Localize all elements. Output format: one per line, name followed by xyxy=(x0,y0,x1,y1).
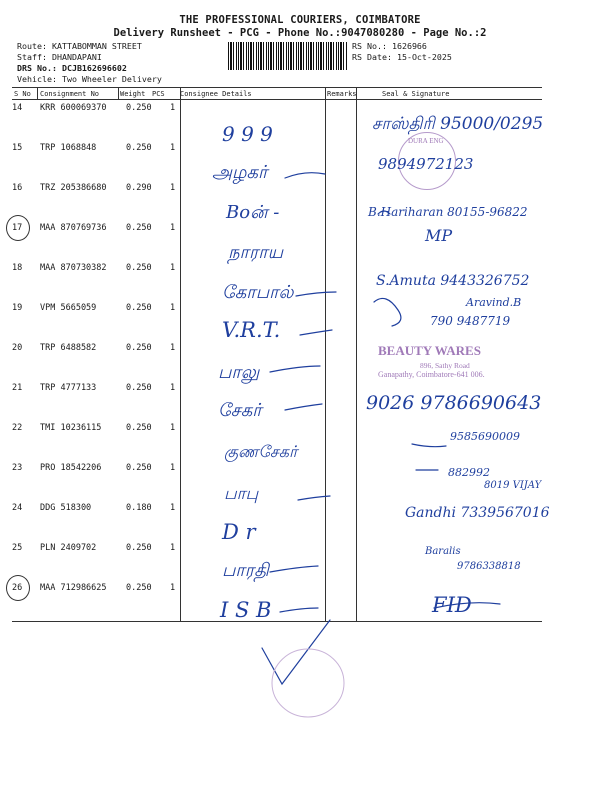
row-consignment: KRR 600069370 xyxy=(40,103,107,113)
pen-stroke xyxy=(280,608,318,612)
pen-stroke xyxy=(412,444,446,447)
pen-stroke xyxy=(270,366,320,372)
row-sno: 21 xyxy=(12,383,23,393)
pen-stroke xyxy=(298,496,330,500)
row-sno: 22 xyxy=(12,423,23,433)
row-sno: 24 xyxy=(12,503,23,513)
consignee-handwriting: கோபால் xyxy=(222,282,294,303)
row-sno: 16 xyxy=(12,183,23,193)
pen-stroke xyxy=(378,211,390,214)
signature-handwriting: சாஸ்திரி 95000/0295 xyxy=(372,114,544,134)
rs-number: RS No.: 1626966 xyxy=(352,41,427,51)
row-sno: 15 xyxy=(12,143,23,153)
row-pcs: 1 xyxy=(170,383,176,393)
consignee-handwriting: D r xyxy=(222,520,256,544)
pen-stroke xyxy=(434,603,500,608)
col-header-remarks: Remarks xyxy=(327,90,357,98)
row-weight: 0.180 xyxy=(126,503,152,513)
row-sno: 20 xyxy=(12,343,23,353)
row-weight: 0.250 xyxy=(126,383,152,393)
row-sno: 14 xyxy=(12,103,23,113)
row-sno: 26 xyxy=(12,583,23,593)
row-pcs: 1 xyxy=(170,583,176,593)
col-header-consignee: Consignee Details xyxy=(180,90,252,98)
row-consignment: VPM 5665059 xyxy=(40,303,97,313)
row-pcs: 1 xyxy=(170,143,176,153)
row-pcs: 1 xyxy=(170,223,176,233)
col-header-sno: S No xyxy=(14,90,31,98)
row-weight: 0.250 xyxy=(126,463,152,473)
rs-date: RS Date: 15-Oct-2025 xyxy=(352,52,452,62)
row-consignment: TRP 6488582 xyxy=(40,343,97,353)
col-header-weight: Weight xyxy=(120,90,146,98)
row-consignment: MAA 712986625 xyxy=(40,583,107,593)
row-consignment: TRP 1068848 xyxy=(40,143,97,153)
consignee-handwriting: 9 9 9 xyxy=(222,122,273,146)
row-sno: 25 xyxy=(12,543,23,553)
row-weight: 0.250 xyxy=(126,223,152,233)
row-sno: 18 xyxy=(12,263,23,273)
consignee-handwriting: I S B xyxy=(220,598,272,622)
consignee-handwriting: V.R.T. xyxy=(222,318,281,342)
pen-stroke xyxy=(285,173,325,178)
row-consignment: MAA 870769736 xyxy=(40,223,107,233)
runsheet-subtitle: Delivery Runsheet - PCG - Phone No.:9047080280 - Page No.:2 xyxy=(113,27,487,39)
drs-number: DRS No.: DCJB162696602 xyxy=(17,63,127,73)
consignee-handwriting: பாலு xyxy=(218,362,260,383)
row-weight: 0.250 xyxy=(126,543,152,553)
consignee-handwriting: பாரதி xyxy=(222,560,269,581)
row-consignment: TMI 10236115 xyxy=(40,423,102,433)
pen-stroke xyxy=(374,298,401,326)
row-sno: 19 xyxy=(12,303,23,313)
fid-remark: FID xyxy=(432,593,472,617)
shop-stamp-address: 896, Sathy Road xyxy=(420,361,470,370)
signature-handwriting: Gandhi 7339567016 xyxy=(405,505,550,521)
company-seal-text: DURA ENG xyxy=(408,137,444,145)
row-pcs: 1 xyxy=(170,103,176,113)
row-pcs: 1 xyxy=(170,343,176,353)
signature-handwriting: 8019 VIJAY xyxy=(484,480,542,491)
row-weight: 0.290 xyxy=(126,183,152,193)
row-weight: 0.250 xyxy=(126,263,152,273)
row-sno: 23 xyxy=(12,463,23,473)
consignee-handwriting: நாராய xyxy=(228,242,284,263)
row-pcs: 1 xyxy=(170,463,176,473)
signature-handwriting: Aravind.B xyxy=(466,296,522,309)
col-header-consignment: Consignment No xyxy=(40,90,100,98)
signature-handwriting: 9786338818 xyxy=(457,561,521,572)
pen-stroke xyxy=(300,330,332,335)
row-consignment: TRZ 205386680 xyxy=(40,183,107,193)
consignee-handwriting: பாபு xyxy=(224,484,259,504)
shop-stamp-city: Ganapathy, Coimbatore-641 006. xyxy=(378,370,485,379)
row-weight: 0.250 xyxy=(126,423,152,433)
pen-stroke xyxy=(270,566,318,572)
row-pcs: 1 xyxy=(170,183,176,193)
consignee-handwriting: குணசேகர் xyxy=(224,442,298,461)
row-pcs: 1 xyxy=(170,423,176,433)
signature-handwriting: 9026 9786690643 xyxy=(366,392,542,414)
row-weight: 0.250 xyxy=(126,143,152,153)
signature-handwriting: B.Hariharan 80155-96822 xyxy=(368,205,528,219)
signature-handwriting: 9894972123 xyxy=(378,155,474,173)
consignee-handwriting: Boன் - xyxy=(226,202,280,223)
company-title: THE PROFESSIONAL COURIERS, COIMBATORE xyxy=(179,14,421,26)
signature-handwriting: MP xyxy=(425,226,453,245)
pen-stroke xyxy=(296,292,336,296)
row-weight: 0.250 xyxy=(126,583,152,593)
consignee-handwriting: சேகர் xyxy=(218,400,262,421)
row-weight: 0.250 xyxy=(126,103,152,113)
vehicle-label: Vehicle: Two Wheeler Delivery xyxy=(17,74,162,84)
route-label: Route: KATTABOMMAN STREET xyxy=(17,41,142,51)
consignee-handwriting: அழகர் xyxy=(212,162,268,183)
signature-handwriting: 882992 xyxy=(448,466,490,479)
signature-handwriting: 9585690009 xyxy=(450,430,520,443)
shop-stamp-name: BEAUTY WARES xyxy=(378,343,481,358)
signature-handwriting: 790 9487719 xyxy=(430,314,511,328)
row-consignment: MAA 870730382 xyxy=(40,263,107,273)
row-pcs: 1 xyxy=(170,503,176,513)
col-header-seal: Seal & Signature xyxy=(382,90,450,98)
check-mark xyxy=(262,620,330,684)
row-consignment: PLN 2409702 xyxy=(40,543,97,553)
row-weight: 0.250 xyxy=(126,343,152,353)
signature-handwriting: Baralis xyxy=(425,546,461,557)
staff-label: Staff: DHANDAPANI xyxy=(17,52,102,62)
row-consignment: TRP 4777133 xyxy=(40,383,97,393)
row-pcs: 1 xyxy=(170,303,176,313)
row-consignment: PRO 18542206 xyxy=(40,463,102,473)
col-header-pcs: PCS xyxy=(152,90,165,98)
row-pcs: 1 xyxy=(170,543,176,553)
row-sno: 17 xyxy=(12,223,23,233)
row-weight: 0.250 xyxy=(126,303,152,313)
pen-stroke xyxy=(285,404,322,410)
row-pcs: 1 xyxy=(170,263,176,273)
signature-handwriting: S.Amuta 9443326752 xyxy=(376,273,530,289)
row-consignment: DDG 518300 xyxy=(40,503,92,513)
